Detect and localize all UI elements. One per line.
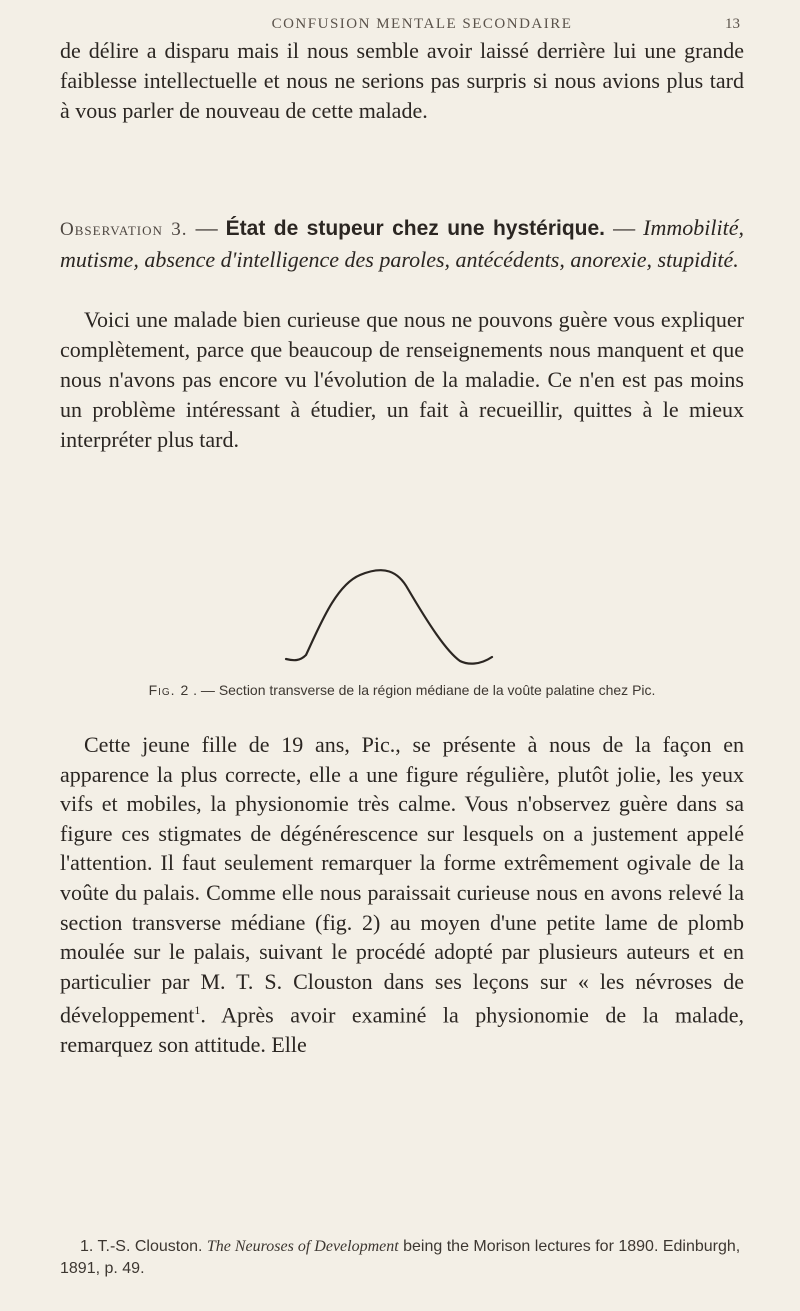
paragraph-description-end: . Après avoir examiné la physionomie de la malade, remarquez son attitude. Elle xyxy=(60,1002,744,1058)
palate-curve xyxy=(286,570,492,663)
paragraph-continuation: de délire a disparu mais il nous semble avoir laissé derrière lui une grande faiblesse intellectuelle et nous ne serions pas surpris si nous avions plus tard à vous parler de nouveau de cette malade. xyxy=(60,38,744,123)
footnote-details: being the Morison lectures for 1890. Edinburgh, 1891, p. 49. xyxy=(60,1238,741,1277)
observation-heading xyxy=(60,213,744,275)
footnote-reference[interactable]: 1 xyxy=(194,1003,201,1018)
paragraph-intro: Voici une malade bien curieuse que nous ne pouvons guère vous expliquer complètement, parce que beaucoup de renseignements nous manquent et que nous n'avons pas encore vu l'évolution de la maladie. Ce n'en est pas moins un problème intéressant à étudier, un fait à recueillir, quittes à le mieux interpréter plus tard. xyxy=(60,307,744,452)
figure-caption-text: Section transverse de la région médiane de la voûte palatine chez Pic. xyxy=(218,682,656,698)
figure-label: Fig. 2 xyxy=(148,682,190,698)
figure-caption xyxy=(60,682,744,698)
footnote xyxy=(60,1236,744,1280)
observation-subtitle: Immobilité, mutisme, absence d'intelligence des paroles, antécédents, anorexie, stupidité. xyxy=(60,215,744,272)
footnote-author: T.-S. Clouston. xyxy=(93,1238,207,1255)
observation-title: État de stupeur chez une hystérique. xyxy=(225,217,605,240)
observation-dash-2: — xyxy=(605,215,644,240)
footnote-number: 1. xyxy=(80,1238,94,1255)
paragraph-description xyxy=(60,730,744,1060)
figure-separator: . — xyxy=(189,682,219,698)
footnote-book-title: The Neuroses of Development xyxy=(206,1238,399,1255)
observation-dash: — xyxy=(187,215,226,240)
palate-section-figure xyxy=(280,565,540,675)
running-title: CONFUSION MENTALE SECONDAIRE xyxy=(271,16,573,32)
page-number: 13 xyxy=(725,16,740,32)
paragraph-description-text: Cette jeune fille de 19 ans, Pic., se présente à nous de la façon en apparence la plus correcte, elle a une figure régulière, plutôt jolie, les yeux vifs et mobiles, la physionomie très calme. Vous n'observez guère dans sa figure ces stigmates de dégénérescence sur lesquels on a justement appelé l'attention. Il faut seulement remarquer la forme extrêmement ogivale de la voûte du palais. Comme elle nous paraissait curieuse nous en avons relevé la section transverse médiane (fig. 2) au moyen d'une petite lame de plomb moulée sur le palais, suivant le procédé adopté par plusieurs auteurs et en particulier par M. T. S. Clouston dans ses leçons sur « les névroses de développement xyxy=(60,732,744,1028)
observation-label: Observation 3. xyxy=(60,219,188,240)
